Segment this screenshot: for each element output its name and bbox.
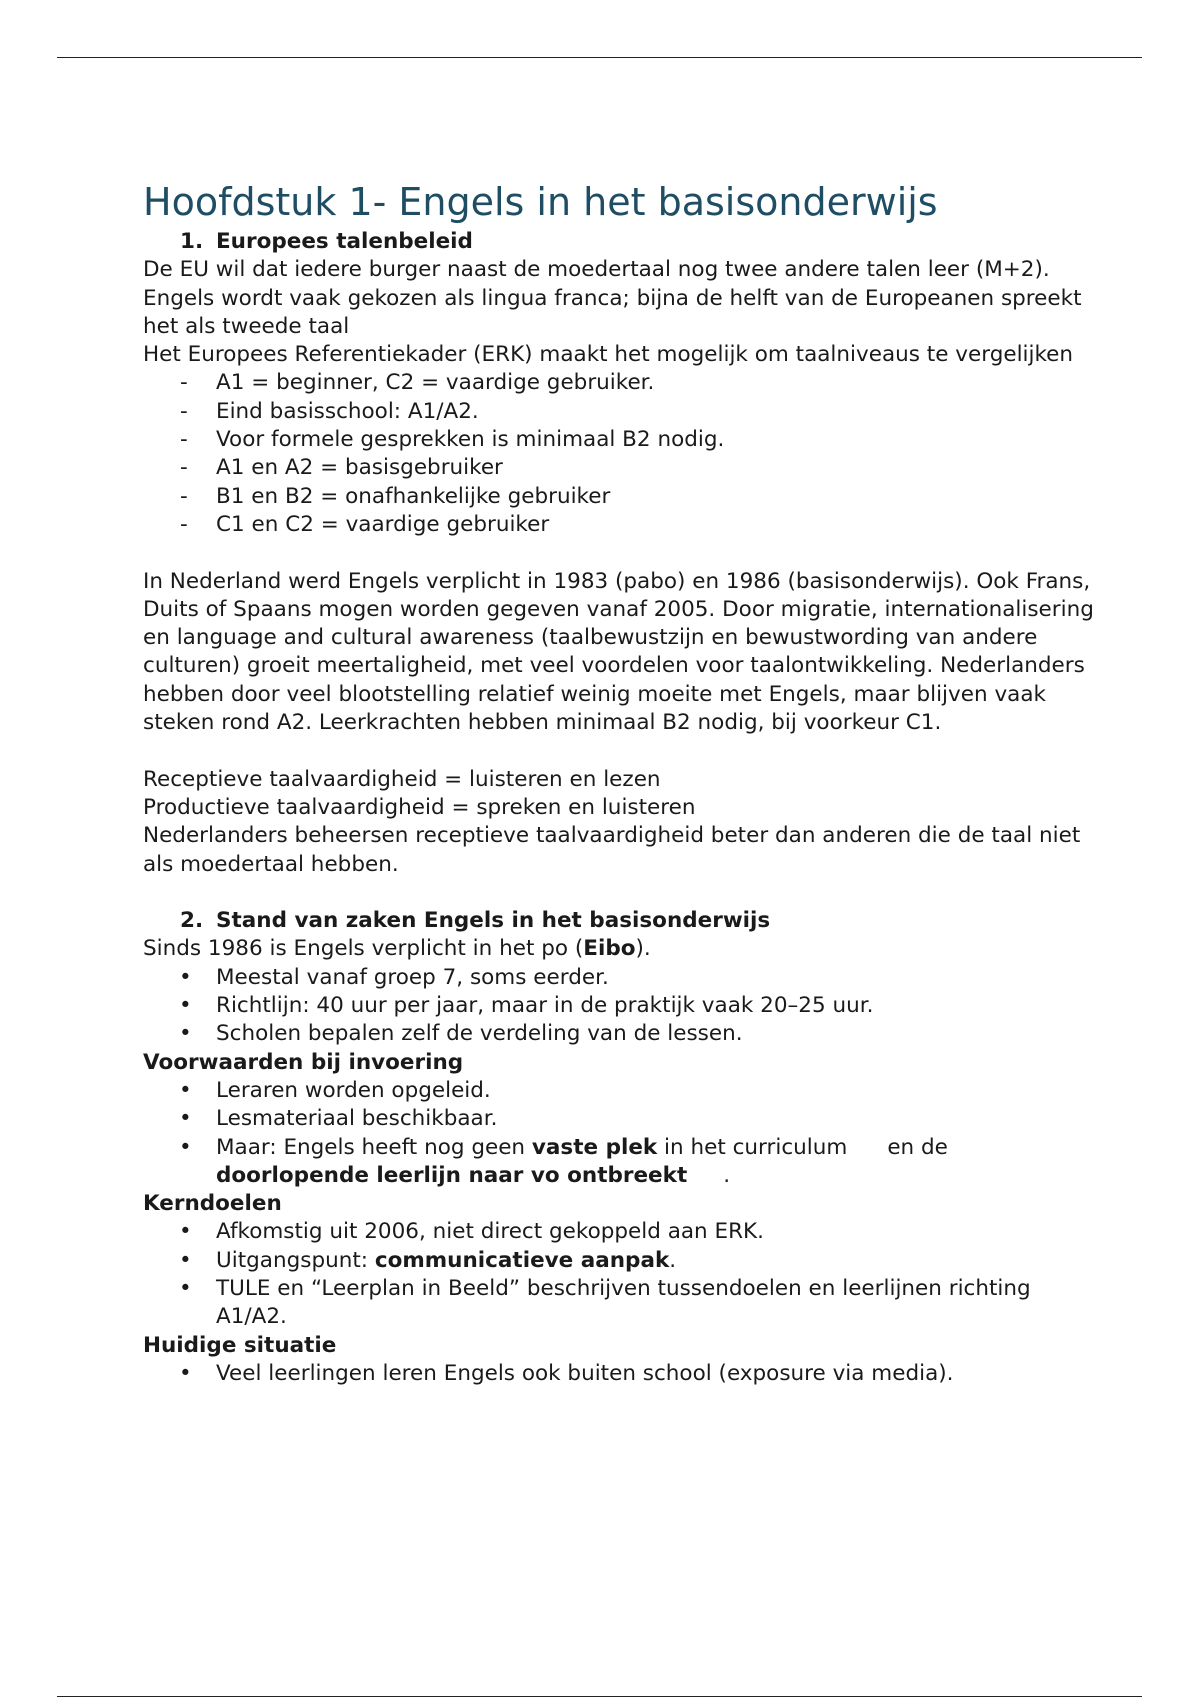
list-item: - A1 = beginner, C2 = vaardige gebruiker. bbox=[143, 369, 1103, 397]
section-heading-2 bbox=[143, 907, 1103, 935]
document-page bbox=[143, 178, 1103, 1388]
paragraph-mastery: Nederlanders beheersen receptieve taalvaardigheid beter dan anderen die de taal niet als moedertaal hebben. bbox=[143, 823, 1081, 877]
list-item: - C1 en C2 = vaardige gebruiker bbox=[143, 511, 1103, 539]
list-item: • Lesmateriaal beschikbaar. bbox=[143, 1105, 1103, 1133]
paragraph-productive: Productieve taalvaardigheid = spreken en luisteren bbox=[143, 794, 696, 820]
section-title: Stand van zaken Engels in het basisonderwijs bbox=[216, 908, 771, 934]
list-item: • Uitgangspunt: communicatieve aanpak. bbox=[143, 1247, 1103, 1275]
section-heading-1 bbox=[143, 228, 1103, 256]
bullet-list-kerndoelen bbox=[143, 1218, 1103, 1331]
paragraph-eibo: Sinds 1986 is Engels verplicht in het po (Eibo). bbox=[143, 936, 651, 962]
subheading-huidige-situatie: Huidige situatie bbox=[143, 1332, 337, 1358]
section-title: Europees talenbeleid bbox=[216, 229, 473, 254]
list-item: • Afkomstig uit 2006, niet direct gekoppeld aan ERK. bbox=[143, 1218, 1103, 1246]
section-number: 2. bbox=[180, 908, 204, 934]
paragraph-eu-policy: De EU wil dat iedere burger naast de moedertaal nog twee andere talen leer (M+2). Engels wordt vaak gekozen als lingua franca; bijna de helft van de Europeanen spreekt het als tweede taal bbox=[143, 257, 1082, 339]
subheading-voorwaarden: Voorwaarden bij invoering bbox=[143, 1049, 464, 1075]
list-item: - Eind basisschool: A1/A2. bbox=[143, 398, 1103, 426]
page-title: Hoofdstuk 1- Engels in het basisonderwijs bbox=[143, 180, 938, 224]
list-item: - Voor formele gesprekken is minimaal B2 nodig. bbox=[143, 426, 1103, 454]
list-item: • Meestal vanaf groep 7, soms eerder. bbox=[143, 964, 1103, 992]
list-item: - A1 en A2 = basisgebruiker bbox=[143, 454, 1103, 482]
list-item: • TULE en “Leerplan in Beeld” beschrijven tussendoelen en leerlijnen richting A1/A2. bbox=[143, 1275, 1103, 1332]
bold-term: Eibo bbox=[583, 936, 636, 962]
paragraph-receptive: Receptieve taalvaardigheid = luisteren en lezen bbox=[143, 766, 661, 792]
level-list bbox=[143, 369, 1103, 539]
list-item: - B1 en B2 = onafhankelijke gebruiker bbox=[143, 483, 1103, 511]
list-item: • Veel leerlingen leren Engels ook buiten school (exposure via media). bbox=[143, 1360, 1103, 1388]
list-item: • Maar: Engels heeft nog geen vaste plek in het curriculum en de doorlopende leerlijn naar vo ontbreekt . bbox=[143, 1134, 1103, 1191]
list-item: • Scholen bepalen zelf de verdeling van de lessen. bbox=[143, 1020, 1103, 1048]
paragraph-netherlands: In Nederland werd Engels verplicht in 1983 (pabo) en 1986 (basisonderwijs). Ook Frans, Duits of Spaans mogen worden gegeven vanaf 2005. Door migratie, internationalisering en language and cultural awareness (taalbewustzijn en bewustwording van andere culturen) groeit meertaligheid, met veel voordelen voor taalontwikkeling. Nederlanders hebben door veel blootstelling relatief weinig moeite met Engels, maar blijven vaak steken rond A2. Leerkrachten hebben minimaal B2 nodig, bij voorkeur C1. bbox=[143, 568, 1094, 736]
paragraph-erk: Het Europees Referentiekader (ERK) maakt het mogelijk om taalniveaus te vergelijken bbox=[143, 342, 1074, 368]
bullet-list-eibo bbox=[143, 964, 1103, 1049]
subheading-kerndoelen: Kerndoelen bbox=[143, 1191, 282, 1217]
list-item: • Richtlijn: 40 uur per jaar, maar in de praktijk vaak 20–25 uur. bbox=[143, 992, 1103, 1020]
section-number: 1. bbox=[180, 229, 204, 254]
header-rule bbox=[57, 57, 1142, 58]
footer-rule bbox=[57, 1696, 1142, 1697]
list-item: • Leraren worden opgeleid. bbox=[143, 1077, 1103, 1105]
bullet-list-voorwaarden bbox=[143, 1077, 1103, 1190]
bullet-list-huidig bbox=[143, 1360, 1103, 1388]
